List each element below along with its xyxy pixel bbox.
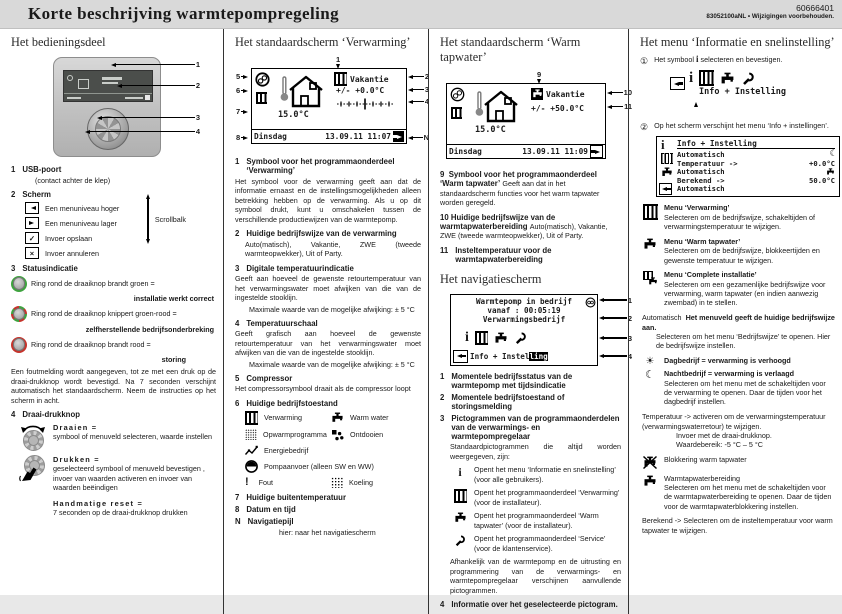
status-row: Ring rond de draaiknop brandt rood = (11, 337, 216, 353)
nav-lcd (450, 294, 598, 366)
nav-arrow-icon (590, 145, 603, 158)
tap-icon (661, 167, 673, 178)
pump-icon (245, 460, 258, 473)
red-ring-icon (11, 337, 27, 353)
item-8: 8 Datum en tijd (235, 504, 296, 514)
def-verwarming: Menu ‘Verwarming’ Selecteren om de bedrijfswijze, schakeltijden of verwarmingstemperatuur te wijzigen. (640, 203, 835, 231)
nav-callout-1: 1 (597, 296, 633, 305)
callout-7: 7 (235, 107, 250, 116)
doc-info (706, 3, 834, 21)
item-N: N Navigatiepijl hier: naar het navigatiescherm (235, 516, 376, 537)
nav-item-2: 2 Momentele bedrijfstoestand of storingsmelding (440, 392, 565, 411)
control-unit-photo (53, 57, 161, 157)
tap-icon (720, 72, 735, 86)
menu-down-icon (25, 217, 39, 229)
day-mode-icon: ☀ (645, 356, 655, 368)
callout-5: 5 (235, 72, 250, 81)
complete-installation-icon (643, 271, 658, 286)
scrollbar-figure (146, 192, 186, 246)
nav-status-line: Warmtepomp in bedrijf (475, 296, 572, 306)
page-header (0, 0, 842, 29)
key-row: × Invoer annuleren (25, 247, 216, 259)
nav-item-4: 4 Informatie over het geselecteerde pictogram. (440, 600, 618, 609)
usb-sub: (contact achter de klep) (35, 176, 111, 185)
green-red-ring-icon (11, 306, 27, 322)
datetime-label: 13.09.11 11:09 (522, 147, 588, 156)
day-label: Dinsdag (449, 147, 482, 156)
heating-icon (699, 70, 714, 86)
heating-icon (454, 489, 467, 503)
def-warm-tapwater: Menu ‘Warm tapwater’ Selecteren om de bedrijfswijze, blokkeertijden en gewenste temperatuur te wijzigen. (640, 237, 835, 265)
tap-icon (826, 168, 835, 176)
select-up-arrow-icon (694, 100, 698, 111)
house-thermometer-icon (279, 73, 323, 109)
verwarming-screen-figure (235, 55, 429, 157)
status-result: zelfherstellende bedrijfsonderbreking (85, 324, 214, 334)
callout-1: 1 (109, 60, 201, 69)
info-instelling-menu (656, 136, 840, 197)
press-knob-icon (19, 455, 47, 483)
compressor-icon (255, 72, 270, 87)
compressor-icon (585, 297, 596, 308)
menu-up-icon (25, 202, 39, 214)
callout-1: 1 (335, 55, 341, 68)
usb-title: USB-poort (22, 165, 62, 174)
callout-9: 9 (536, 70, 542, 83)
verwarming-lcd (251, 68, 407, 144)
callout-2: 2 (115, 81, 201, 90)
key-row: Een menuniveau lager (25, 217, 216, 229)
icon-row-figure (670, 71, 835, 111)
section-heading: Het standaardscherm ‘Warm tapwater’ (440, 35, 581, 64)
nav-since-line: vanaf : 00:05:19 (487, 305, 561, 315)
callout-11: 11 (605, 102, 633, 111)
scrollbar-label: Scrollbalk (154, 214, 186, 224)
heating-icon (475, 331, 488, 345)
step-2: ② Op het scherm verschijnt het menu ‘Info + instellingen’. (640, 121, 829, 133)
callout-4: 4 (406, 97, 430, 106)
def-nachtbedrijf: ☾ Nachtbedrijf = verwarming is verlaagd Selecteren om het menu met de schakeltijden voor de verwarming te openen. Daar de tijden voor het dagbedrijf instellen. (645, 369, 826, 407)
def-temperatuur: Temperatuur -> activeren om de verwarmingstemperatuur (verwarmingswaterretour) te wijzigen. Invoer met de draai-drukknop. Waardebereik: -5 °C – 5 °C (642, 412, 826, 450)
tapwater-screen-figure (440, 70, 632, 170)
nav-item-3: 3 Pictogrammen van de programmaonderdelen van de verwarmings- en warmtepompregelaar Standaardpictogrammen die altijd worden weergegeven, zijn: i Opent het menu ‘Informatie en snelinstelling’ (voor alle gebruikers). Opent het programmaonderdeel ‘Verwarming’ (voor de installateur). Opent het programmaonderdeel ‘Warm tapwater’ (voor de installateur). Opent het programmaonderdeel ‘Service’ (voor de klantenservice). Afhankelijk van de warmtepomp en de uitrusting en programmering van de verwarmings- en warmtepompregelaar verschijnen aanvullende pictogrammen. (440, 413, 621, 595)
column-bedieningsdeel (0, 29, 223, 614)
info-icon: i (458, 465, 462, 479)
column-standaardscherm-verwarming (223, 29, 428, 614)
mode-label: Vakantie (546, 89, 585, 99)
item-1: 1 Symbool voor het programmaonderdeel ‘Verwarming’ Het symbool voor de verwarming geeft aan dat de informatie ernaast en de instellingsmogelijkheden alleen betrekking hebben op de verwarming. Als u op dit symbool drukt, kunt u omschakelen tussen de verschillende productiewijzen van de warmtepomp. (235, 157, 421, 224)
item-3: 3 Digitale temperatuurindicatie Geeft aan hoeveel de gewenste retourtemperatuur van het verwarmingswater moet afwijken van die van de ingestelde stooklijn. Maximale waarde van de mogelijke afwijking: ± 5 °C (235, 263, 421, 314)
menu-row: Temperatuur -> +0.0°C (677, 158, 835, 168)
tap-icon (454, 512, 467, 524)
tap-icon (643, 238, 657, 251)
tapwater-lcd (446, 83, 606, 159)
def-blokkering: Blokkering warm tapwater (640, 455, 835, 471)
back-arrow-icon (659, 183, 672, 195)
callout-N: N (406, 133, 430, 142)
heating-icon (643, 204, 658, 220)
temperature-scale-icon (336, 98, 394, 110)
nav-callout-3: 3 (597, 334, 633, 343)
menu-row: Automatisch (677, 167, 835, 176)
energy-icon (245, 445, 258, 456)
nav-item-1: 1 Momentele bedrijfsstatus van de warmtepomp met tijdsindicatie (440, 371, 573, 390)
key-row: Een menuniveau hoger (25, 202, 216, 214)
nav-arrow-icon (393, 131, 404, 142)
def-complete-installatie: Menu ‘Complete installatie’ Selecteren om een gezamenlijke bedrijfswijze voor verwarming, warm tapwater (en indien aanwezig zwembad) in te stellen. (640, 270, 835, 307)
cancel-cross-icon: × (25, 247, 39, 259)
usb-item: 1 USB-poort (contact achter de klep) (11, 165, 216, 185)
callout-3: 3 (406, 85, 430, 94)
section-heading: Het menu ‘Informatie en snelinstelling’ (640, 35, 835, 49)
rotate-knob-icon (19, 423, 47, 449)
heating-icon (256, 92, 267, 104)
callout-6: 6 (235, 86, 250, 95)
back-arrow-icon (670, 77, 685, 90)
item-10: 10 Huidige bedrijfswijze van de warmtapwaterbereiding Auto(matisch), Vakantie, ZWE (tweede warmteopwekker), Uit of Party. (440, 212, 608, 240)
info-icon: i (696, 54, 699, 64)
error-icon: ! (245, 475, 249, 488)
item-4: 4 Temperatuurschaal Geeft grafisch aan hoeveel de gewenste retourtemperatuur van het verwarmingswater moet afwijken van die van de ingestelde stooklijn. Maximale waarde van de mogelijke afwijking: ± 5 °C (235, 318, 421, 369)
heating-icon (661, 153, 673, 164)
fig-footer: Info + Instelling (699, 87, 786, 98)
section-heading: Het bedieningsdeel (11, 35, 106, 49)
mode-label: Vakantie (350, 74, 389, 84)
item-9: 9 Symbool voor het programmaonderdeel ‘Warm tapwater’ Geeft aan dat in het standaardscherm functies voor het warm tapwater worden geregeld. (440, 170, 600, 207)
heating-icon (451, 107, 462, 119)
page-title: Korte beschrijving warmtepompregeling (28, 4, 339, 23)
doc-number: 60666401 (796, 2, 834, 13)
save-check-icon: ✓ (25, 232, 39, 244)
doc-code: 83052100aNL • Wijzigingen voorbehouden. (706, 13, 834, 21)
key-row: ✓ Invoer opslaan (25, 232, 216, 244)
item-7: 7 Huidige buitentemperatuur (235, 492, 346, 502)
wrench-icon (514, 332, 527, 345)
item-5: 5 Compressor Het compressorsymbool draait als de compressor loopt (235, 373, 411, 393)
scherm-item: 2 Scherm Een menuniveau hoger Een menuniveau lager ✓ Invoer opslaan × Invoer annuleren Scrollbalk (11, 190, 216, 259)
nav-footer: Info + Instelling (470, 351, 548, 361)
heating-icon (245, 411, 258, 425)
day-label: Dinsdag (254, 132, 287, 141)
nav-callout-2: 2 (597, 314, 633, 323)
nav-heading: Het navigatiescherm (440, 271, 542, 286)
callout-4: 4 (83, 127, 201, 136)
def-automatisch: Automatisch Het menuveld geeft de huidige bedrijfswijze aan. Selecteren om het menu ‘Bedrijfswijze’ te openen. Hier de bedrijfswijze instellen. (642, 313, 835, 351)
column-warm-tapwater (428, 29, 632, 614)
house-thermometer-icon (474, 88, 518, 124)
status-note: Een foutmelding wordt aangegeven, tot ze met een druk op de draai-drukknop wordt bevestigd. Na 7 seconden verschijnt automatisch het standaardscherm. Neem de instructies op het scherm in acht. (11, 367, 216, 405)
menu-row: Automatisch (677, 184, 725, 194)
def-dagbedrijf: ☀ Dagbedrijf = verwarming is verhoogd (645, 356, 791, 368)
green-ring-icon (11, 276, 27, 292)
device-figure (11, 55, 216, 161)
section-heading: Het standaardscherm ‘Verwarming’ (235, 35, 411, 49)
nav-screen-figure (440, 292, 632, 372)
callout-10: 10 (605, 88, 633, 97)
back-arrow-icon (453, 350, 468, 363)
item-11: 11 Insteltemperatuur voor de warmtapwaterbereiding (440, 245, 552, 264)
defrost-icon (331, 429, 344, 441)
datetime-label: 13.09.11 11:07 (325, 132, 391, 141)
tap-icon (331, 412, 344, 424)
status-result: storing (161, 355, 186, 364)
def-berekend: Berekend -> Selecteren om de insteltemperatuur voor warm tapwater te wijzigen. (642, 516, 833, 535)
tapwater-mode-icon (531, 88, 543, 100)
wrench-icon (454, 535, 466, 547)
menu-row: Automatisch ☾ (677, 149, 835, 160)
menu-row: Berekend -> 50.0°C (677, 175, 835, 185)
tap-blocked-icon (643, 456, 657, 471)
item-6: 6 Huidige bedrijfstoestand Verwarming Warm water Opwarmprogramma Ontdooien Energiebedrijf Pompaanvoer (alleen SW en WW) ! Fout Koeling (235, 398, 389, 488)
knob-item: 4 Draai-drukknop Draaien = symbool of menuveld selecteren, waarde instellen Drukken = geselecteerd symbool of menuveld bevestigen , invoer van waarden activeren en invoer van waarden beëindigen Handmatige reset = 7 seconden op de draai-drukknop drukken (11, 410, 213, 517)
nav-mode-line: Verwarmingsbedrijf (482, 314, 566, 324)
info-icon: i (661, 137, 665, 153)
warmup-program-icon (245, 429, 257, 440)
status-row: Ring rond de draaiknop brandt groen = (11, 276, 216, 292)
nav-callout-4: 4 (597, 352, 633, 361)
info-icon: i (465, 329, 469, 345)
info-icon: i (689, 70, 694, 87)
setpoint-value: +/- +50.0°C (531, 104, 584, 113)
outdoor-temp: 15.0°C (475, 125, 506, 135)
wrench-icon (741, 72, 755, 86)
night-mode-icon: ☾ (829, 149, 835, 160)
column-info-snelinstelling (628, 29, 842, 614)
callout-2: 2 (406, 72, 430, 81)
menu-header: Info + Instelling (677, 139, 835, 149)
cooling-icon (331, 477, 343, 488)
item-2: 2 Huidige bedrijfswijze van de verwarming Auto(matisch), Vakantie, ZWE (tweede warmteopwekker), Uit of Party. (235, 229, 421, 258)
status-result: installatie werkt correct (133, 294, 214, 303)
tap-icon (643, 475, 657, 488)
compressor-icon (450, 87, 465, 102)
step-1: ① Het symbool i selecteren en bevestigen. (640, 54, 783, 66)
callout-8: 8 (235, 133, 250, 142)
def-warmtapwaterbereiding: Warmtapwaterbereiding Selecteren om het menu met de schakeltijden voor de warmtapwaterbereiding te openen. Daar de tijden voor de warmtapwaterblokkering instellen. (640, 474, 835, 511)
night-mode-icon: ☾ (645, 369, 655, 382)
tap-icon (494, 332, 508, 345)
outdoor-temp: 15.0°C (278, 110, 309, 120)
status-item: 3 Statusindicatie Ring rond de draaiknop brandt groen = installatie werkt correct Ring rond de draaiknop knippert groen-rood = zelfherstellende bedrijfsonderbreking Ring rond de draaiknop brandt rood = storing Een foutmelding wordt aangegeven, tot ze met een druk op de draai-drukknop wordt bevestigd. Na 7 seconden verschijnt automatisch het standaardscherm. Neem de instructies op het scherm in acht. (11, 264, 216, 405)
callout-3: 3 (95, 113, 201, 122)
scrollbar-arrow-icon (146, 192, 150, 246)
status-row: Ring rond de draaiknop knippert groen-rood = (11, 306, 216, 322)
heating-mode-icon (334, 72, 347, 86)
offset-value: +/- +0.0°C (336, 86, 385, 95)
